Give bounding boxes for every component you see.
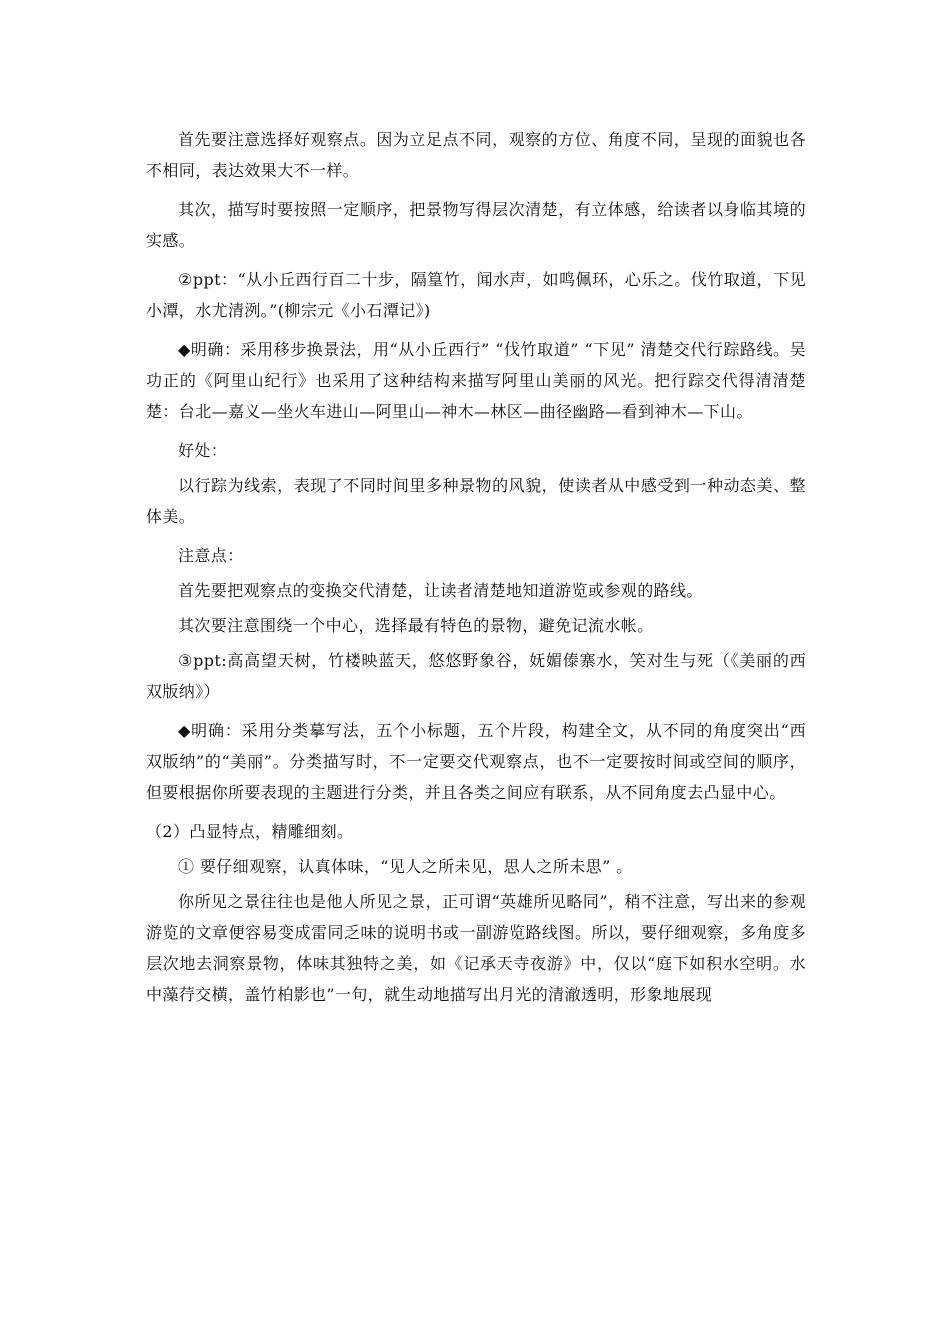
paragraph-note-1: 首先要把观察点的变换交代清楚，让读者清楚地知道游览或参观的路线。 — [178, 581, 703, 600]
paragraph-point-1: ① 要仔细观察，认真体味，“见人之所未见，思人之所未思” 。 — [178, 857, 633, 876]
paragraph-notes-heading: 注意点： — [178, 546, 244, 565]
paragraph-section-2: （2）凸显特点，精雕细刻。 — [146, 822, 354, 841]
paragraph-clarify-category: ◆明确：采用分类摹写法，五个小标题，五个片段，构建全文，从不同的角度突出“西双版纳”的“美丽”。分类描写时，不一定要交代观察点，也不一定要按时间或空间的顺序，但要根据你所要表现的主题进行分类，并且各类之间应有联系，从不同角度去凸显中心。 — [146, 721, 806, 802]
paragraph-order: 其次，描写时要按照一定顺序，把景物写得层次清楚，有立体感，给读者以身临其境的实感。 — [146, 200, 806, 250]
paragraph-ppt-2: ②ppt：“从小丘西行百二十步，隔篁竹，闻水声，如鸣佩环，心乐之。伐竹取道，下见小潭，水尤清洌。”(柳宗元《小石潭记》) — [146, 270, 806, 320]
paragraph-benefit-heading: 好处： — [178, 441, 228, 460]
paragraph-note-2: 其次要注意围绕一个中心，选择最有特色的景物，避免记流水帐。 — [178, 616, 654, 635]
document-body — [146, 124, 806, 1018]
paragraph-observation-point: 首先要注意选择好观察点。因为立足点不同，观察的方位、角度不同，呈现的面貌也各不相同，表达效果大不一样。 — [146, 130, 806, 180]
paragraph-clarify-route: ◆明确：采用移步换景法，用“从小丘西行” “伐竹取道” “下见” 清楚交代行踪路线。吴功正的《阿里山纪行》也采用了这种结构来描写阿里山美丽的风光。把行踪交代得清清楚楚：台北—嘉义—坐火车进山—阿里山—神木—林区—曲径幽路—看到神木—下山。 — [146, 340, 806, 421]
paragraph-ppt-3: ③ppt:高高望天树，竹楼映蓝天，悠悠野象谷，妩媚傣寨水，笑对生与死（《美丽的西双版纳》） — [146, 651, 806, 701]
paragraph-benefit: 以行踪为线索，表现了不同时间里多种景物的风貌，使读者从中感受到一种动态美、整体美。 — [146, 476, 806, 526]
paragraph-observe-detail: 你所见之景往往也是他人所见之景，正可谓“英雄所见略同”，稍不注意，写出来的参观游览的文章便容易变成雷同乏味的说明书或一副游览路线图。所以，要仔细观察，多角度多层次地去洞察景物，体味其独特之美，如《记承天寺夜游》中，仅以“庭下如积水空明。水中藻荇交横，盖竹柏影也”一句，就生动地描写出月光的清澈透明，形象地展现 — [146, 892, 806, 1004]
